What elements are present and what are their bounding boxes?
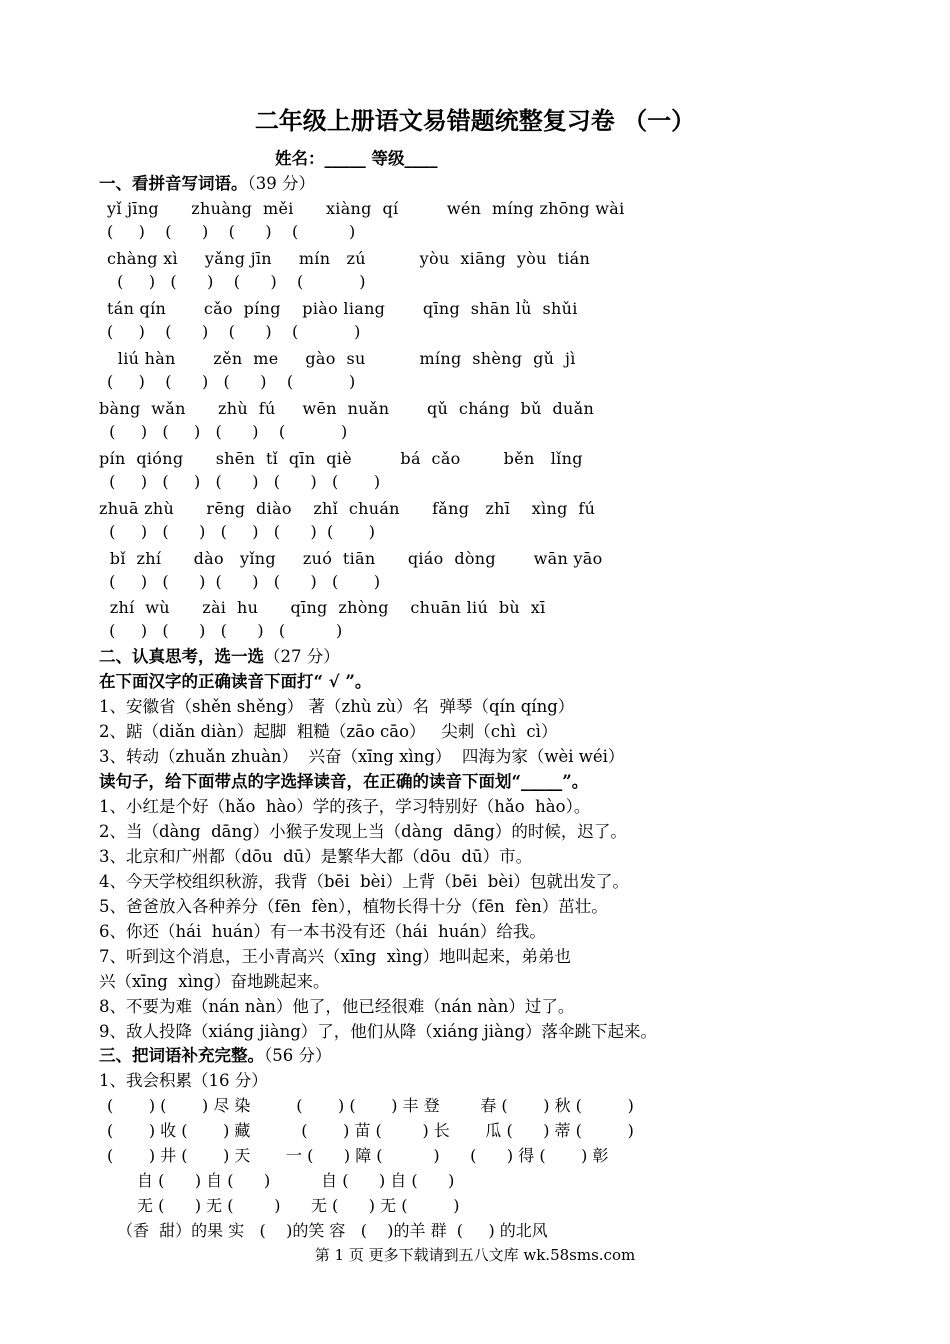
answer-parens-row: ( ) ( ) ( ) ( ) — [99, 422, 348, 441]
idiom-fill-line: ( ) ( ) 尽 染 ( ) ( ) 丰 登 春 ( ) 秋 ( ) — [107, 1096, 634, 1115]
answer-parens-row: ( ) ( ) ( ) ( ) ( ) — [99, 472, 381, 491]
answer-parens-row: ( ) ( ) ( ) ( ) ( ) — [99, 522, 376, 541]
section1-score: （39 分） — [247, 174, 315, 193]
pinyin-row: chàng xì yǎng jīn mín zú yòu xiāng yòu tián — [107, 249, 591, 268]
question-line: 1、小红是个好（hǎo hào）学的孩子，学习特别好（hǎo hào）。 — [99, 797, 591, 816]
page-footer: 第 1 页 更多下载请到五八文库 wk.58sms.com — [314, 1246, 636, 1264]
idiom-fill-line: ( ) 井 ( ) 天 一 ( ) 障 ( ) ( ) 得 ( ) 彰 — [107, 1146, 609, 1165]
question-line: 7、听到这个消息，王小青高兴（xīng xìng）地叫起来，弟弟也 — [99, 947, 572, 966]
question-line: 兴（xīng xìng）奋地跳起来。 — [99, 972, 330, 991]
pinyin-row: zhí wù zài hu qīng zhòng chuān liú bù xī — [99, 598, 546, 617]
pinyin-row: zhuā zhù rēng diào zhǐ chuán fǎng zhī xìng fú — [99, 499, 596, 518]
pinyin-row: pín qióng shēn tǐ qīn qiè bá cǎo běn lǐng — [99, 449, 583, 468]
page-title: 二年级上册语文易错题统整复习卷 （一） — [254, 106, 696, 135]
pinyin-row: bǐ zhí dào yǐng zuó tiān qiáo dòng wān yāo — [99, 549, 603, 568]
pinyin-row: bàng wǎn zhù fú wēn nuǎn qǔ cháng bǔ duǎn — [99, 399, 595, 418]
answer-parens-row: ( ) ( ) ( ) ( ) ( ) — [99, 572, 381, 591]
question-line: 3、北京和广州都（dōu dū）是繁华大都（dōu dū）市。 — [99, 847, 533, 866]
section1-heading: 一、看拼音写词语。 — [99, 174, 248, 193]
section2-instruction: 在下面汉字的正确读音下面打“ √ ”。 — [99, 672, 372, 691]
section2-heading: 二、认真思考，选一选 — [99, 647, 264, 666]
answer-parens-row: ( ) ( ) ( ) ( ) — [107, 372, 356, 391]
pinyin-row: tán qín cǎo píng piào liang qīng shān lǜ shǔi — [107, 299, 578, 318]
question-line: 1、安徽省（shěn shěng） 著（zhù zù）名 弹琴（qín qíng） — [99, 697, 575, 716]
answer-parens-row: ( ) ( ) ( ) ( ) — [99, 621, 343, 640]
section1-heading-line — [99, 173, 315, 195]
name-grade-line: 姓名：_____ 等级____ — [275, 149, 438, 168]
answer-parens-row: ( ) ( ) ( ) ( ) — [107, 322, 361, 341]
answer-parens-row: ( ) ( ) ( ) ( ) — [107, 222, 356, 241]
section3-score: （56 分） — [264, 1046, 332, 1065]
question-line: 8、不要为难（nán nàn）他了，他已经很难（nán nàn）过了。 — [99, 997, 575, 1016]
section2-instruction: 读句子，给下面带点的字选择读音，在正确的读音下面划“_____”。 — [99, 772, 589, 791]
idiom-fill-line: 自 ( ) 自 ( ) 自 ( ) 自 ( ) — [137, 1171, 455, 1190]
question-line: 2、当（dàng dāng）小猴子发现上当（dàng dāng）的时候，迟了。 — [99, 822, 627, 841]
question-line: 2、踮（diǎn diàn）起脚 粗糙（zāo cāo） 尖刺（chì cì） — [99, 722, 558, 741]
question-line: 9、敌人投降（xiáng jiàng）了，他们从降（xiáng jiàng）落伞跳下起来。 — [99, 1022, 658, 1041]
question-line: 6、你还（hái huán）有一本书没有还（hái huán）给我。 — [99, 922, 546, 941]
question-line: 3、转动（zhuǎn zhuàn） 兴奋（xīng xìng） 四海为家（wèi wéi） — [99, 747, 625, 766]
phrase-fill-line: （香 甜）的果 实 ( )的笑 容 ( )的羊 群 ( ) 的北风 — [117, 1221, 548, 1240]
idiom-fill-line: ( ) 收 ( ) 藏 ( ) 苗 ( ) 长 瓜 ( ) 蒂 ( ) — [107, 1121, 634, 1140]
answer-parens-row: ( ) ( ) ( ) ( ) — [107, 272, 366, 291]
section3-heading-line — [99, 1045, 332, 1067]
pinyin-row: yǐ jīng zhuàng měi xiàng qí wén míng zhōng wài — [107, 199, 625, 218]
section3-subheading: 1、我会积累（16 分） — [99, 1071, 268, 1090]
idiom-fill-line: 无 ( ) 无 ( ) 无 ( ) 无 ( ) — [137, 1196, 460, 1215]
pinyin-row: liú hàn zěn me gào su míng shèng gǔ jì — [107, 349, 576, 368]
section2-heading-line — [99, 646, 340, 668]
section2-score: （27 分） — [264, 647, 340, 666]
question-line: 4、今天学校组织秋游，我背（bēi bèi）上背（bēi bèi）包就出发了。 — [99, 872, 629, 891]
section3-heading: 三、把词语补充完整。 — [99, 1046, 264, 1065]
question-line: 5、爸爸放入各种养分（fēn fèn），植物长得十分（fēn fèn）茁壮。 — [99, 897, 608, 916]
